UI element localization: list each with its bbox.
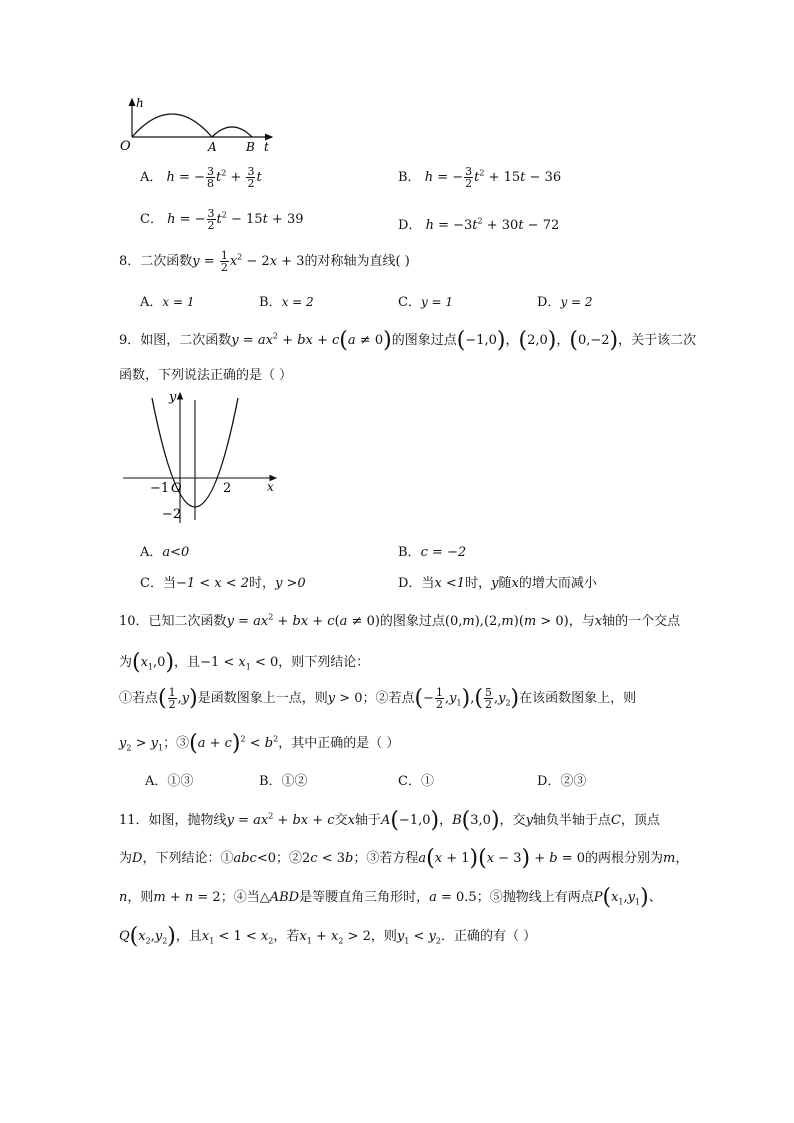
- label-t: t: [264, 140, 269, 154]
- label-x: x: [267, 480, 274, 494]
- q9-option-c[interactable]: C．当−1 < x < 2时，y >0: [140, 576, 306, 591]
- q7-option-b[interactable]: B． h = − $\frac{3}{2}$ $t^2 + 15t - 36$: [398, 165, 562, 190]
- q10-conclusions-line1: ①若点( $\frac{1}{2}$ ,y)是函数图象上一点，则y > 0；②若点(− $\frac{1}{2}$ $,y_1$),( $\frac{5}{2}$ $,y_2$)在该函数图象上，则: [119, 686, 637, 711]
- q10-option-a[interactable]: A．①③: [145, 774, 194, 789]
- q9-stem-line1: 9．如图，二次函数$y = ax^2$ + bx + c(a ≠ 0)的图象过点(−1,0)，(2,0)，(0,−2)，关于该二次: [119, 328, 697, 353]
- q11-stem-line3: n，则m + n = 2；④当△ABD是等腰直角三角形时，a = 0.5；⑤抛物线上有两点$P(x_1,y_1)$、: [119, 885, 662, 910]
- label-O: O: [120, 139, 131, 154]
- figure-q9-graph: [118, 388, 283, 528]
- label-minus1: −1: [150, 481, 170, 496]
- label-h: h: [136, 96, 144, 110]
- q9-option-b[interactable]: B．c = −2: [398, 545, 467, 560]
- q11-stem-line2: 为D，下列结论：①abc<0；②2c < 3b；③若方程a(x + 1)(x − 3) + b = 0的两根分别为m，: [119, 846, 689, 871]
- figure-q7-graph: [112, 95, 282, 157]
- q9-option-d[interactable]: D．当x <1时，y随x的增大而减小: [398, 576, 597, 591]
- q10-conclusions-line2: $y_2 > y_1$；③(a + $c)^2 < b^2$，其中正确的是（ ）: [119, 731, 400, 756]
- label-minus2: −2: [162, 507, 182, 522]
- label-y: y: [169, 390, 177, 405]
- q7-option-a[interactable]: A． h = − $\frac{3}{8}$ $t^2$ + $\frac{3}{2}$ t: [140, 165, 262, 190]
- q11-stem-line4: $Q(x_2,y_2)$，且$x_1 < 1 < x_2$，若$x_1 + x_2 > 2$，则$y_1 < y_2$．正确的有（ ）: [119, 924, 537, 949]
- q8-option-d[interactable]: D．y = 2: [537, 295, 593, 310]
- q7-option-d[interactable]: D． $h = -3t^2 + 30t - 72$: [398, 216, 560, 233]
- q8-option-c[interactable]: C．y = 1: [398, 295, 454, 310]
- curve-1: [132, 114, 212, 137]
- label-O: O: [171, 481, 182, 496]
- q10-option-b[interactable]: B．①②: [259, 774, 308, 789]
- q8-option-b[interactable]: B．x = 2: [259, 295, 314, 310]
- q9-option-a[interactable]: A．a<0: [140, 545, 190, 560]
- q10-stem-line2: 为$(x_1,0)$，且$-1 < x_1 < 0$，则下列结论：: [119, 650, 370, 675]
- q10-stem-line1: 10．已知二次函数$y = ax^2$ + bx + c(a ≠ 0)的图象过点(0,m),(2,m)(m > 0)，与x轴的一个交点: [119, 612, 681, 629]
- label-2: 2: [223, 481, 232, 496]
- q9-stem-line2: 函数，下列说法正确的是（ ）: [119, 368, 293, 383]
- q10-option-c[interactable]: C．①: [398, 774, 434, 789]
- label-A: A: [208, 140, 217, 154]
- q10-option-d[interactable]: D．②③: [537, 774, 587, 789]
- q8-stem: 8．二次函数y = $\frac{1}{2}$ $x^2 - 2x + 3$的对称轴为直线( ): [119, 249, 410, 274]
- q11-stem-line1: 11．如图，抛物线$y = ax^2$ + bx + c交x轴于A(−1,0)，B(3,0)，交y轴负半轴于点C，顶点: [119, 808, 660, 833]
- label-B: B: [246, 140, 255, 154]
- q7-option-c[interactable]: C． h = − $\frac{3}{2}$ $t^2 - 15t + 39$: [140, 207, 304, 232]
- q8-option-a[interactable]: A．x = 1: [140, 295, 195, 310]
- curve-2: [212, 127, 252, 137]
